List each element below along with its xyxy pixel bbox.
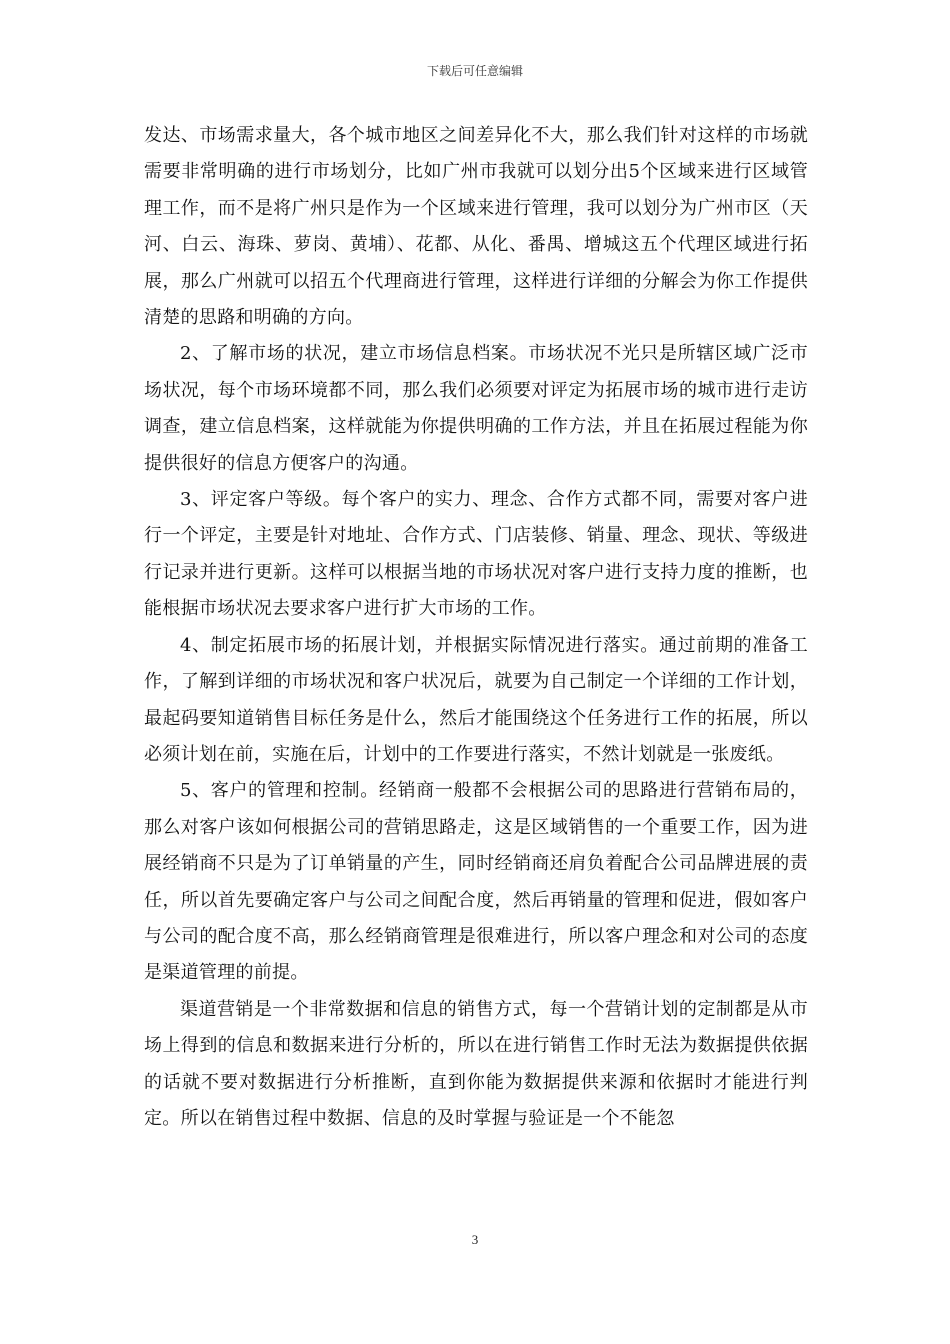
paragraph-item-4: 4、制定拓展市场的拓展计划，并根据实际情况进行落实。通过前期的准备工作，了解到详细的市场状况和客户状况后，就要为自己制定一个详细的工作计划，最起码要知道销售目标任务是什么，然后才能围绕这个任务进行工作的拓展，所以必须计划在前，实施在后，计划中的工作要进行落实，不然计划就是一张废纸。 <box>144 634 808 765</box>
page-number: 3 <box>471 1232 479 1247</box>
body-text <box>144 118 808 1137</box>
paragraph-continuation: 发达、市场需求量大，各个城市地区之间差异化不大，那么我们针对这样的市场就需要非常明确的进行市场划分，比如广州市我就可以划分出5个区域来进行区域管理工作，而不是将广州只是作为一个区域来进行管理，我可以划分为广州市区（天河、白云、海珠、萝岗、黄埔）、花都、从化、番禺、增城这五个代理区域进行拓展，那么广州就可以招五个代理商进行管理，这样进行详细的分解会为你工作提供清楚的思路和明确的方向。 <box>144 125 808 329</box>
paragraph-item-2: 2、了解市场的状况，建立市场信息档案。市场状况不光只是所辖区域广泛市场状况，每个市场环境都不同，那么我们必须要对评定为拓展市场的城市进行走访调查，建立信息档案，这样就能为你提供明确的工作方法，并且在拓展过程能为你提供很好的信息方便客户的沟通。 <box>144 343 808 474</box>
paragraph-item-5: 5、客户的管理和控制。经销商一般都不会根据公司的思路进行营销布局的，那么对客户该如何根据公司的营销思路走，这是区域销售的一个重要工作，因为进展经销商不只是为了订单销量的产生，同时经销商还肩负着配合公司品牌进展的责任，所以首先要确定客户与公司之间配合度，然后再销量的管理和促进，假如客户与公司的配合度不高，那么经销商管理是很难进行，所以客户理念和对公司的态度是渠道管理的前提。 <box>144 780 808 984</box>
page-header: 下载后可任意编辑 <box>426 64 523 78</box>
paragraph-summary: 渠道营销是一个非常数据和信息的销售方式，每一个营销计划的定制都是从市场上得到的信息和数据来进行分析的，所以在进行销售工作时无法为数据提供依据的话就不要对数据进行分析推断，直到你能为数据提供来源和依据时才能进行判定。所以在销售过程中数据、信息的及时掌握与验证是一个不能忽 <box>144 998 808 1129</box>
paragraph-item-3: 3、评定客户等级。每个客户的实力、理念、合作方式都不同，需要对客户进行一个评定，主要是针对地址、合作方式、门店装修、销量、理念、现状、等级进行记录并进行更新。这样可以根据当地的市场状况对客户进行支持力度的推断，也能根据市场状况去要求客户进行扩大市场的工作。 <box>144 489 808 620</box>
